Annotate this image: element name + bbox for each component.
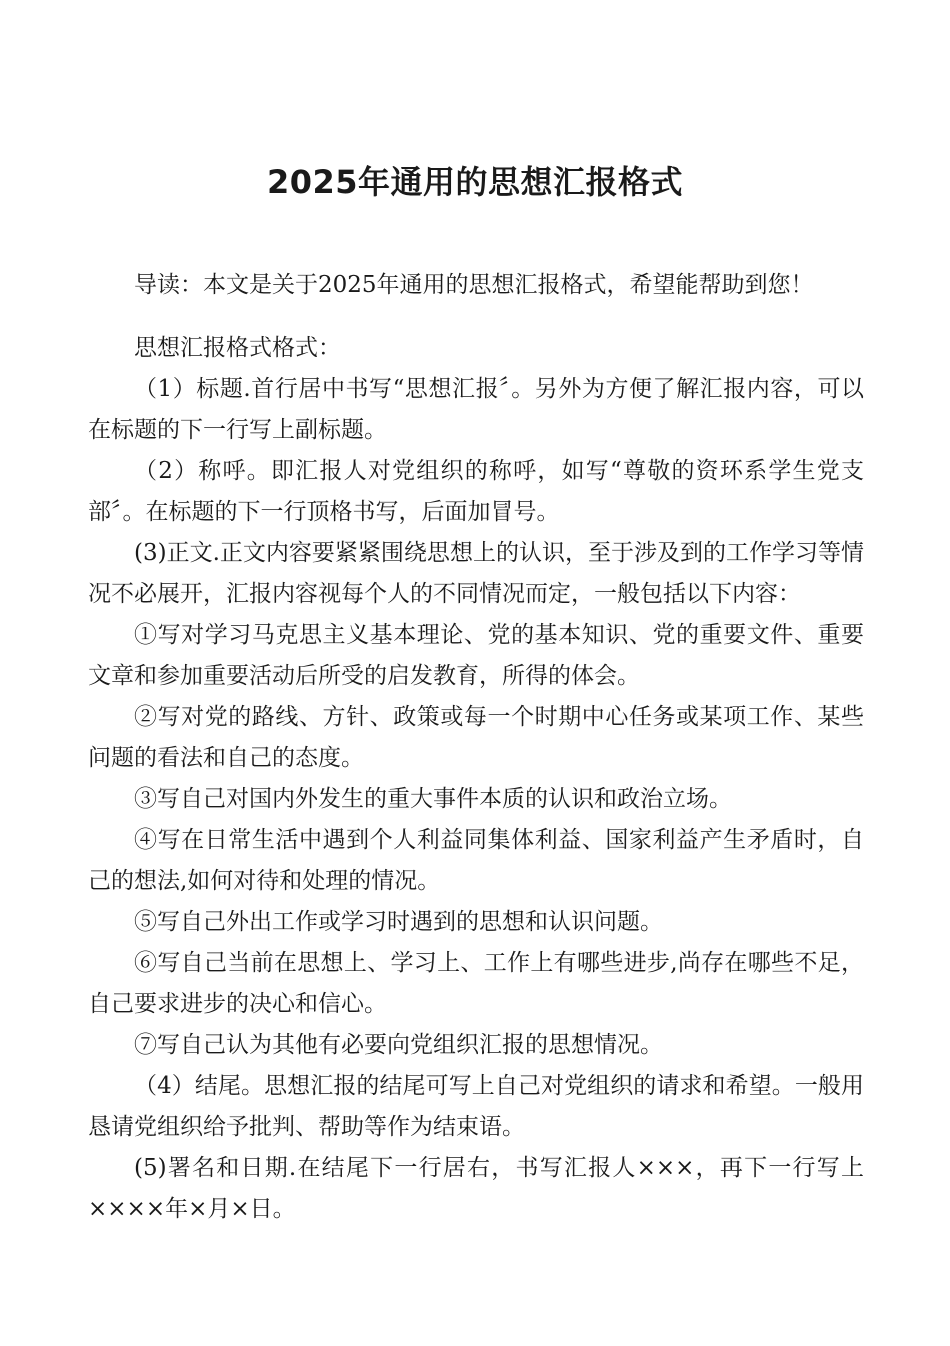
list-item-6: ⑥写自己当前在思想上、学习上、工作上有哪些进步,尚存在哪些不足，自己要求进步的决心和信心。: [88, 950, 864, 1017]
list-item-1: ①写对学习马克思主义基本理论、党的基本知识、党的重要文件、重要文章和参加重要活动后所受的启发教育，所得的体会。: [88, 622, 864, 689]
list-item-4: ④写在日常生活中遇到个人利益同集体利益、国家利益产生矛盾时，自己的想法,如何对待和处理的情况。: [88, 827, 864, 894]
list-item-3: ③写自己对国内外发生的重大事件本质的认识和政治立场。: [134, 786, 732, 812]
document-body: [88, 265, 864, 1230]
section-heading: 思想汇报格式格式：: [134, 335, 341, 361]
paragraph-signature-rule: (5)署名和日期.在结尾下一行居右，书写汇报人×××，再下一行写上××××年×月×日。: [88, 1155, 864, 1222]
list-item-2: ②写对党的路线、方针、政策或每一个时期中心任务或某项工作、某些问题的看法和自己的态度。: [88, 704, 864, 771]
paragraph-title-rule: （1）标题.首行居中书写“思想汇报〞。另外为方便了解汇报内容，可以在标题的下一行写上副标题。: [88, 376, 864, 443]
paragraph-salutation-rule: （2）称呼。即汇报人对党组织的称呼，如写“尊敬的资环系学生党支部〞。在标题的下一行顶格书写，后面加冒号。: [88, 458, 864, 525]
intro-paragraph: 导读：本文是关于2025年通用的思想汇报格式，希望能帮助到您！: [134, 272, 814, 298]
list-item-5: ⑤写自己外出工作或学习时遇到的思想和认识问题。: [134, 909, 663, 935]
document-title: 2025年通用的思想汇报格式: [266, 163, 684, 201]
paragraph-body-rule: (3)正文.正文内容要紧紧围绕思想上的认识，至于涉及到的工作学习等情况不必展开，汇报内容视每个人的不同情况而定，一般包括以下内容：: [88, 540, 864, 607]
list-item-7: ⑦写自己认为其他有必要向党组织汇报的思想情况。: [134, 1032, 663, 1058]
paragraph-ending-rule: （4）结尾。思想汇报的结尾可写上自己对党组织的请求和希望。一般用恳请党组织给予批判、帮助等作为结束语。: [88, 1073, 864, 1140]
